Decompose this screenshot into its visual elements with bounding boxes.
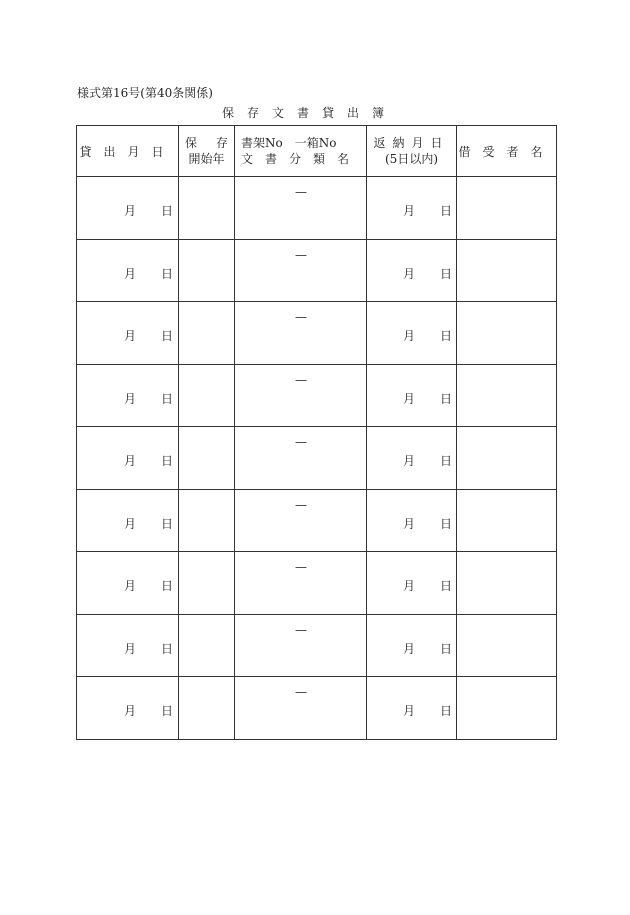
return-day-label: 日 [440, 454, 453, 468]
borrower-cell[interactable] [457, 614, 557, 677]
lend-month-label: 月 [124, 391, 137, 406]
table-row [77, 614, 557, 677]
document-title: 保存文書貸出簿 [222, 106, 398, 120]
start-year-cell[interactable] [179, 552, 235, 615]
return-date-cell[interactable] [367, 552, 457, 615]
ledger-body [77, 177, 557, 740]
borrower-cell[interactable] [457, 552, 557, 615]
lend-date-cell[interactable] [77, 177, 179, 240]
return-month-label: 月 [403, 204, 416, 218]
document-cell[interactable] [235, 677, 367, 740]
borrower-cell[interactable] [457, 302, 557, 365]
start-year-cell[interactable] [179, 489, 235, 552]
lend-date-cell[interactable] [77, 552, 179, 615]
table-row [77, 177, 557, 240]
header-start-top-right: 存 [215, 136, 228, 150]
header-document-classification [235, 126, 367, 177]
borrower-cell[interactable] [457, 177, 557, 240]
lend-date-cell[interactable] [77, 677, 179, 740]
document-cell[interactable] [235, 239, 367, 302]
return-month-label: 月 [403, 329, 416, 343]
return-day-label: 日 [440, 204, 453, 218]
return-day-label: 日 [440, 704, 453, 718]
lend-month-label: 月 [124, 579, 137, 593]
lend-month-label: 月 [124, 329, 137, 343]
lend-day-label: 日 [161, 516, 174, 531]
start-year-cell[interactable] [179, 177, 235, 240]
header-return-line2: (5日以内) [385, 152, 438, 166]
return-month-label: 月 [403, 579, 416, 593]
borrower-cell[interactable] [457, 364, 557, 427]
return-month-label: 月 [403, 454, 416, 468]
return-day-label: 日 [440, 516, 453, 531]
table-row [77, 677, 557, 740]
return-month-label: 月 [403, 516, 416, 531]
table-row [77, 552, 557, 615]
return-date-cell[interactable] [367, 364, 457, 427]
table-row [77, 239, 557, 302]
document-cell[interactable] [235, 614, 367, 677]
document-cell[interactable] [235, 302, 367, 365]
document-cell[interactable] [235, 552, 367, 615]
lend-day-label: 日 [161, 204, 174, 218]
return-day-label: 日 [440, 266, 453, 281]
lend-month-label: 月 [124, 516, 137, 531]
header-row [77, 126, 557, 177]
lend-date-cell[interactable] [77, 364, 179, 427]
start-year-cell[interactable] [179, 302, 235, 365]
form-number-label: 様式第16号(第40条関係) [77, 86, 213, 100]
lend-month-label: 月 [124, 204, 137, 218]
header-start-bottom: 開始年 [188, 152, 225, 166]
header-doc-line2: 文書分類名 [241, 152, 362, 166]
return-month-label: 月 [403, 704, 416, 718]
start-year-cell[interactable] [179, 614, 235, 677]
lend-month-label: 月 [124, 266, 137, 281]
return-day-label: 日 [440, 391, 453, 406]
borrower-cell[interactable] [457, 677, 557, 740]
shelf-box-separator: — [295, 622, 307, 637]
start-year-cell[interactable] [179, 677, 235, 740]
lend-day-label: 日 [161, 454, 174, 468]
return-day-label: 日 [440, 579, 453, 593]
document-cell[interactable] [235, 177, 367, 240]
document-cell[interactable] [235, 364, 367, 427]
document-cell[interactable] [235, 427, 367, 490]
shelf-box-separator: — [295, 497, 307, 512]
start-year-cell[interactable] [179, 427, 235, 490]
shelf-box-separator: — [295, 372, 307, 387]
header-return-date [367, 126, 457, 177]
table-row [77, 489, 557, 552]
return-date-cell[interactable] [367, 677, 457, 740]
return-date-cell[interactable] [367, 239, 457, 302]
document-cell[interactable] [235, 489, 367, 552]
table-row [77, 302, 557, 365]
lend-date-cell[interactable] [77, 427, 179, 490]
return-date-cell[interactable] [367, 489, 457, 552]
table-row [77, 427, 557, 490]
start-year-cell[interactable] [179, 239, 235, 302]
lend-month-label: 月 [124, 641, 137, 656]
header-doc-line1: 書架No 一箱No [241, 136, 337, 150]
lend-day-label: 日 [161, 704, 174, 718]
return-day-label: 日 [440, 641, 453, 656]
shelf-box-separator: — [295, 435, 307, 449]
lend-day-label: 日 [161, 579, 174, 593]
lend-month-label: 月 [124, 704, 137, 718]
header-retention-start-year [179, 126, 235, 177]
borrower-cell[interactable] [457, 239, 557, 302]
start-year-cell[interactable] [179, 364, 235, 427]
return-month-label: 月 [403, 391, 416, 406]
shelf-box-separator: — [295, 185, 307, 199]
header-lend-date: 貸出月日 [77, 126, 179, 177]
lend-date-cell[interactable] [77, 614, 179, 677]
table-row [77, 364, 557, 427]
return-month-label: 月 [403, 641, 416, 656]
shelf-box-separator: — [295, 247, 307, 262]
lending-ledger-table [76, 125, 557, 740]
lend-day-label: 日 [161, 329, 174, 343]
return-date-cell[interactable] [367, 302, 457, 365]
header-borrower-name: 借受者名 [457, 126, 557, 177]
lend-date-cell[interactable] [77, 302, 179, 365]
return-day-label: 日 [440, 329, 453, 343]
lend-day-label: 日 [161, 266, 174, 281]
return-month-label: 月 [403, 266, 416, 281]
header-start-top-left: 保 [185, 136, 198, 150]
return-date-cell[interactable] [367, 614, 457, 677]
header-return-line1: 返納月日 [373, 136, 450, 150]
lend-date-cell[interactable] [77, 489, 179, 552]
lend-month-label: 月 [124, 454, 137, 468]
shelf-box-separator: — [295, 310, 307, 324]
return-date-cell[interactable] [367, 177, 457, 240]
borrower-cell[interactable] [457, 427, 557, 490]
shelf-box-separator: — [295, 685, 307, 699]
lend-day-label: 日 [161, 391, 174, 406]
lend-day-label: 日 [161, 641, 174, 656]
lend-date-cell[interactable] [77, 239, 179, 302]
return-date-cell[interactable] [367, 427, 457, 490]
borrower-cell[interactable] [457, 489, 557, 552]
shelf-box-separator: — [295, 560, 307, 574]
